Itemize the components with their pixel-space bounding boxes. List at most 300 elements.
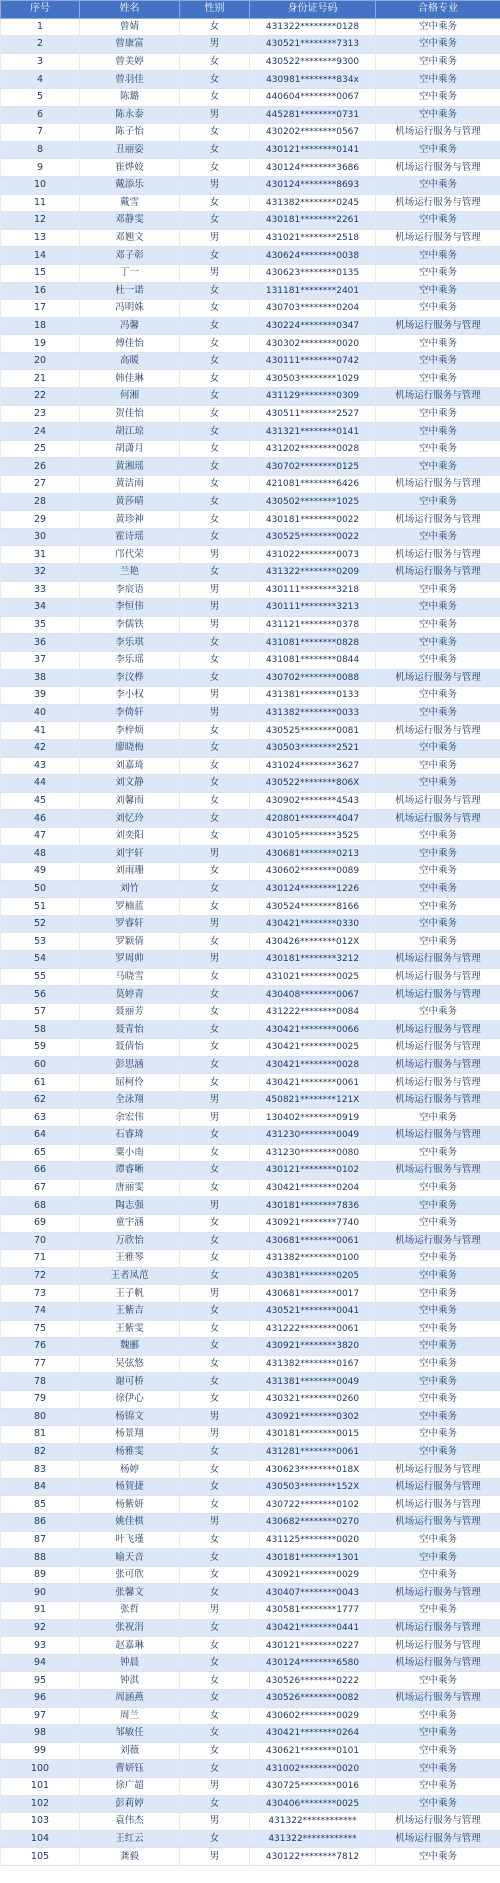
cell-index: 28 <box>1 493 80 511</box>
table-row <box>1 1514 500 1532</box>
cell-gender: 女 <box>180 1021 250 1039</box>
table-row <box>1 1091 500 1109</box>
cell-name: 李乐瑶 <box>80 651 180 669</box>
cell-name: 屈柯伶 <box>80 1074 180 1092</box>
cell-name: 杨紫妍 <box>80 1496 180 1514</box>
cell-index: 89 <box>1 1566 80 1584</box>
cell-index: 19 <box>1 335 80 353</box>
cell-gender: 女 <box>180 1549 250 1567</box>
cell-index: 90 <box>1 1584 80 1602</box>
cell-index: 12 <box>1 212 80 230</box>
cell-gender: 女 <box>180 1742 250 1760</box>
cell-name: 龚毅 <box>80 1848 180 1866</box>
table-row <box>1 915 500 933</box>
cell-gender: 女 <box>180 1461 250 1479</box>
cell-id-number: 430124********8693 <box>250 176 376 194</box>
cell-major: 空中乘务 <box>376 687 500 705</box>
cell-major: 机场运行服务与管理 <box>376 317 500 335</box>
table-row <box>1 792 500 810</box>
table-row <box>1 1021 500 1039</box>
cell-index: 104 <box>1 1830 80 1848</box>
cell-major: 空中乘务 <box>376 1531 500 1549</box>
cell-name: 廖晓梅 <box>80 739 180 757</box>
cell-id-number: 430321********0260 <box>250 1390 376 1408</box>
cell-index: 14 <box>1 247 80 265</box>
cell-index: 87 <box>1 1531 80 1549</box>
cell-gender: 女 <box>180 423 250 441</box>
cell-gender: 女 <box>180 1496 250 1514</box>
cell-id-number: 431129********0309 <box>250 388 376 406</box>
cell-name: 杨雅雯 <box>80 1443 180 1461</box>
cell-index: 38 <box>1 669 80 687</box>
cell-index: 86 <box>1 1514 80 1532</box>
cell-gender: 女 <box>180 1162 250 1180</box>
cell-index: 68 <box>1 1197 80 1215</box>
cell-name: 莫婷青 <box>80 986 180 1004</box>
cell-index: 76 <box>1 1338 80 1356</box>
cell-major: 空中乘务 <box>376 1320 500 1338</box>
cell-name: 王子帆 <box>80 1285 180 1303</box>
table-row <box>1 18 500 36</box>
table-row <box>1 1461 500 1479</box>
cell-major: 空中乘务 <box>376 581 500 599</box>
cell-name: 高暖 <box>80 352 180 370</box>
table-row <box>1 1848 500 1866</box>
cell-name: 王者凤范 <box>80 1267 180 1285</box>
cell-name: 黄洁雨 <box>80 476 180 494</box>
table-row <box>1 863 500 881</box>
cell-major: 空中乘务 <box>376 739 500 757</box>
table-row <box>1 599 500 617</box>
cell-major: 机场运行服务与管理 <box>376 810 500 828</box>
cell-gender: 女 <box>180 124 250 142</box>
cell-index: 23 <box>1 405 80 423</box>
cell-id-number: 430503********1029 <box>250 370 376 388</box>
cell-gender: 男 <box>180 1848 250 1866</box>
cell-major: 空中乘务 <box>376 1443 500 1461</box>
cell-gender: 男 <box>180 599 250 617</box>
cell-gender: 男 <box>180 687 250 705</box>
table-row <box>1 845 500 863</box>
cell-index: 67 <box>1 1179 80 1197</box>
cell-major: 空中乘务 <box>376 1338 500 1356</box>
cell-name: 周兰 <box>80 1707 180 1725</box>
cell-gender: 女 <box>180 405 250 423</box>
cell-gender: 女 <box>180 1795 250 1813</box>
cell-id-number: 420801********4047 <box>250 810 376 828</box>
cell-id-number: 431230********0049 <box>250 1127 376 1145</box>
cell-name: 杨锦文 <box>80 1408 180 1426</box>
cell-index: 36 <box>1 634 80 652</box>
cell-id-number: 430181********0022 <box>250 511 376 529</box>
cell-index: 32 <box>1 564 80 582</box>
cell-id-number: 431081********0828 <box>250 634 376 652</box>
cell-id-number: 431081********0844 <box>250 651 376 669</box>
table-row <box>1 440 500 458</box>
table-row <box>1 1777 500 1795</box>
table-row <box>1 968 500 986</box>
cell-index: 39 <box>1 687 80 705</box>
cell-major: 空中乘务 <box>376 352 500 370</box>
cell-index: 72 <box>1 1267 80 1285</box>
table-row <box>1 1355 500 1373</box>
cell-name: 全泳翔 <box>80 1091 180 1109</box>
cell-index: 88 <box>1 1549 80 1567</box>
table-row <box>1 1144 500 1162</box>
cell-name: 李小权 <box>80 687 180 705</box>
cell-index: 85 <box>1 1496 80 1514</box>
table-row <box>1 1127 500 1145</box>
cell-index: 3 <box>1 53 80 71</box>
table-row <box>1 1285 500 1303</box>
cell-gender: 女 <box>180 810 250 828</box>
cell-id-number: 431382********0100 <box>250 1250 376 1268</box>
cell-index: 35 <box>1 616 80 634</box>
cell-index: 56 <box>1 986 80 1004</box>
cell-name: 胡江琼 <box>80 423 180 441</box>
cell-major: 空中乘务 <box>376 370 500 388</box>
cell-major: 机场运行服务与管理 <box>376 1478 500 1496</box>
cell-gender: 女 <box>180 898 250 916</box>
cell-index: 81 <box>1 1426 80 1444</box>
table-row <box>1 1637 500 1655</box>
cell-index: 45 <box>1 792 80 810</box>
cell-major: 空中乘务 <box>376 599 500 617</box>
cell-gender: 女 <box>180 863 250 881</box>
cell-gender: 女 <box>180 476 250 494</box>
cell-index: 60 <box>1 1056 80 1074</box>
cell-index: 65 <box>1 1144 80 1162</box>
cell-name: 余宏伟 <box>80 1109 180 1127</box>
cell-index: 29 <box>1 511 80 529</box>
cell-index: 51 <box>1 898 80 916</box>
cell-gender: 女 <box>180 352 250 370</box>
cell-name: 丑丽姿 <box>80 141 180 159</box>
cell-index: 57 <box>1 1003 80 1021</box>
cell-major: 空中乘务 <box>376 88 500 106</box>
cell-gender: 女 <box>180 792 250 810</box>
cell-index: 58 <box>1 1021 80 1039</box>
cell-id-number: 430921********3820 <box>250 1338 376 1356</box>
cell-index: 101 <box>1 1777 80 1795</box>
cell-id-number: 430105********3525 <box>250 827 376 845</box>
cell-index: 26 <box>1 458 80 476</box>
cell-gender: 女 <box>180 317 250 335</box>
cell-major: 空中乘务 <box>376 845 500 863</box>
cell-id-number: 430503********2521 <box>250 739 376 757</box>
cell-major: 空中乘务 <box>376 106 500 124</box>
cell-id-number: 430681********0213 <box>250 845 376 863</box>
cell-id-number: 430602********0089 <box>250 863 376 881</box>
cell-id-number: 445281********0731 <box>250 106 376 124</box>
cell-id-number: 131181********2401 <box>250 282 376 300</box>
cell-index: 49 <box>1 863 80 881</box>
cell-major: 机场运行服务与管理 <box>376 1496 500 1514</box>
table-row <box>1 1566 500 1584</box>
cell-id-number: 431382********0245 <box>250 194 376 212</box>
cell-major: 空中乘务 <box>376 1373 500 1391</box>
cell-major: 空中乘务 <box>376 405 500 423</box>
table-row <box>1 1531 500 1549</box>
cell-name: 罗睿轩 <box>80 915 180 933</box>
cell-major: 空中乘务 <box>376 1795 500 1813</box>
cell-major: 空中乘务 <box>376 1760 500 1778</box>
cell-index: 50 <box>1 880 80 898</box>
table-row <box>1 1830 500 1848</box>
cell-gender: 男 <box>180 1514 250 1532</box>
cell-name: 张馨文 <box>80 1584 180 1602</box>
cell-major: 机场运行服务与管理 <box>376 388 500 406</box>
cell-gender: 女 <box>180 511 250 529</box>
cell-gender: 女 <box>180 1320 250 1338</box>
cell-name: 杨景翔 <box>80 1426 180 1444</box>
table-row <box>1 317 500 335</box>
cell-name: 刘奕阳 <box>80 827 180 845</box>
cell-major: 机场运行服务与管理 <box>376 1039 500 1057</box>
cell-gender: 男 <box>180 581 250 599</box>
cell-major: 机场运行服务与管理 <box>376 1074 500 1092</box>
cell-gender: 男 <box>180 951 250 969</box>
table-row <box>1 1320 500 1338</box>
table-row <box>1 352 500 370</box>
cell-major: 空中乘务 <box>376 775 500 793</box>
cell-name: 霍诗瑶 <box>80 528 180 546</box>
table-body <box>1 18 500 1865</box>
cell-gender: 女 <box>180 458 250 476</box>
cell-id-number: 431121********0378 <box>250 616 376 634</box>
cell-gender: 女 <box>180 528 250 546</box>
cell-name: 兰艳 <box>80 564 180 582</box>
cell-major: 空中乘务 <box>376 1742 500 1760</box>
cell-id-number: 430725********0016 <box>250 1777 376 1795</box>
cell-name: 黄珍神 <box>80 511 180 529</box>
cell-name: 曾婧 <box>80 18 180 36</box>
cell-major: 空中乘务 <box>376 933 500 951</box>
cell-name: 谭睿晰 <box>80 1162 180 1180</box>
cell-gender: 女 <box>180 1566 250 1584</box>
table-row <box>1 124 500 142</box>
cell-major: 机场运行服务与管理 <box>376 476 500 494</box>
table-row <box>1 775 500 793</box>
cell-major: 机场运行服务与管理 <box>376 546 500 564</box>
cell-name: 刘竹 <box>80 880 180 898</box>
cell-name: 曹妍钰 <box>80 1760 180 1778</box>
table-row <box>1 880 500 898</box>
cell-index: 69 <box>1 1214 80 1232</box>
cell-index: 18 <box>1 317 80 335</box>
table-row <box>1 1408 500 1426</box>
cell-index: 11 <box>1 194 80 212</box>
cell-id-number: 430121********0141 <box>250 141 376 159</box>
cell-index: 92 <box>1 1619 80 1637</box>
table-row <box>1 1742 500 1760</box>
cell-name: 曾美婷 <box>80 53 180 71</box>
cell-name: 邓子彰 <box>80 247 180 265</box>
header-index: 序号 <box>1 1 80 19</box>
cell-id-number: 430902********4543 <box>250 792 376 810</box>
cell-major: 空中乘务 <box>376 898 500 916</box>
cell-id-number: 430703********0204 <box>250 300 376 318</box>
cell-id-number: 431202********0028 <box>250 440 376 458</box>
cell-name: 王紫吉 <box>80 1302 180 1320</box>
cell-id-number: 430526********0082 <box>250 1690 376 1708</box>
cell-name: 冯明姝 <box>80 300 180 318</box>
cell-name: 黄湘瑶 <box>80 458 180 476</box>
table-row <box>1 176 500 194</box>
cell-gender: 女 <box>180 493 250 511</box>
table-row <box>1 1813 500 1831</box>
cell-major: 空中乘务 <box>376 1214 500 1232</box>
cell-gender: 男 <box>180 1602 250 1620</box>
cell-gender: 女 <box>180 880 250 898</box>
table-row <box>1 1390 500 1408</box>
cell-name: 刘文静 <box>80 775 180 793</box>
cell-id-number: 430524********8166 <box>250 898 376 916</box>
cell-name: 杜一诺 <box>80 282 180 300</box>
table-row <box>1 1619 500 1637</box>
cell-id-number: 431322********0128 <box>250 18 376 36</box>
cell-id-number: 430621********0101 <box>250 1742 376 1760</box>
cell-gender: 女 <box>180 1443 250 1461</box>
table-row <box>1 159 500 177</box>
cell-name: 罗楠蓝 <box>80 898 180 916</box>
cell-index: 9 <box>1 159 80 177</box>
table-row <box>1 458 500 476</box>
cell-id-number: 431222********0084 <box>250 1003 376 1021</box>
cell-name: 魏郦 <box>80 1338 180 1356</box>
table-row <box>1 722 500 740</box>
table-row <box>1 1214 500 1232</box>
cell-major: 机场运行服务与管理 <box>376 124 500 142</box>
cell-gender: 女 <box>180 775 250 793</box>
cell-index: 73 <box>1 1285 80 1303</box>
cell-name: 聂倩怡 <box>80 1039 180 1057</box>
cell-id-number: 430421********0066 <box>250 1021 376 1039</box>
cell-id-number: 430921********0302 <box>250 1408 376 1426</box>
cell-id-number: 431382********0033 <box>250 704 376 722</box>
table-row <box>1 581 500 599</box>
cell-gender: 男 <box>180 616 250 634</box>
cell-id-number: 430681********0017 <box>250 1285 376 1303</box>
cell-gender: 男 <box>180 1777 250 1795</box>
cell-gender: 女 <box>180 18 250 36</box>
cell-index: 77 <box>1 1355 80 1373</box>
cell-major: 机场运行服务与管理 <box>376 1461 500 1479</box>
cell-id-number: 430181********1301 <box>250 1549 376 1567</box>
cell-major: 机场运行服务与管理 <box>376 669 500 687</box>
cell-major: 空中乘务 <box>376 53 500 71</box>
cell-major: 空中乘务 <box>376 36 500 54</box>
cell-major: 机场运行服务与管理 <box>376 1637 500 1655</box>
cell-major: 空中乘务 <box>376 458 500 476</box>
cell-name: 赵嘉琳 <box>80 1637 180 1655</box>
header-id-number: 身份证号码 <box>250 1 376 19</box>
cell-index: 84 <box>1 1478 80 1496</box>
cell-major: 机场运行服务与管理 <box>376 722 500 740</box>
cell-gender: 男 <box>180 1109 250 1127</box>
cell-major: 空中乘务 <box>376 528 500 546</box>
cell-major: 空中乘务 <box>376 1777 500 1795</box>
cell-gender: 女 <box>180 1654 250 1672</box>
table-row <box>1 1795 500 1813</box>
table-row <box>1 1232 500 1250</box>
cell-gender: 男 <box>180 229 250 247</box>
cell-gender: 女 <box>180 194 250 212</box>
table-row <box>1 264 500 282</box>
cell-name: 钟淇 <box>80 1672 180 1690</box>
cell-major: 机场运行服务与管理 <box>376 1232 500 1250</box>
cell-index: 43 <box>1 757 80 775</box>
cell-name: 徐伊心 <box>80 1390 180 1408</box>
cell-major: 机场运行服务与管理 <box>376 1690 500 1708</box>
table-row <box>1 1760 500 1778</box>
cell-major: 机场运行服务与管理 <box>376 194 500 212</box>
cell-index: 5 <box>1 88 80 106</box>
cell-name: 李汶桦 <box>80 669 180 687</box>
cell-major: 空中乘务 <box>376 300 500 318</box>
cell-gender: 女 <box>180 300 250 318</box>
cell-major: 空中乘务 <box>376 616 500 634</box>
cell-name: 刘宇轩 <box>80 845 180 863</box>
table-row <box>1 810 500 828</box>
table-row <box>1 1056 500 1074</box>
table-row <box>1 986 500 1004</box>
cell-name: 袁伟杰 <box>80 1813 180 1831</box>
table-row <box>1 1267 500 1285</box>
cell-id-number: 430602********0029 <box>250 1707 376 1725</box>
cell-name: 贺佳怡 <box>80 405 180 423</box>
table-row <box>1 370 500 388</box>
cell-id-number: 430521********0041 <box>250 1302 376 1320</box>
table-row <box>1 335 500 353</box>
cell-major: 机场运行服务与管理 <box>376 1127 500 1145</box>
table-row <box>1 1654 500 1672</box>
cell-major: 空中乘务 <box>376 1144 500 1162</box>
cell-id-number: 431381********0133 <box>250 687 376 705</box>
cell-gender: 女 <box>180 1725 250 1743</box>
table-row <box>1 1725 500 1743</box>
cell-name: 邹敏任 <box>80 1725 180 1743</box>
cell-gender: 女 <box>180 1672 250 1690</box>
cell-index: 64 <box>1 1127 80 1145</box>
cell-index: 7 <box>1 124 80 142</box>
cell-id-number: 430421********0204 <box>250 1179 376 1197</box>
cell-name: 吴弦悠 <box>80 1355 180 1373</box>
cell-index: 59 <box>1 1039 80 1057</box>
cell-gender: 男 <box>180 1285 250 1303</box>
cell-name: 聂青怡 <box>80 1021 180 1039</box>
table-row <box>1 827 500 845</box>
cell-id-number: 430525********0081 <box>250 722 376 740</box>
cell-index: 91 <box>1 1602 80 1620</box>
cell-name: 刘嘉琦 <box>80 757 180 775</box>
cell-gender: 女 <box>180 159 250 177</box>
table-row <box>1 511 500 529</box>
table-row <box>1 528 500 546</box>
cell-id-number: 430302********0020 <box>250 335 376 353</box>
cell-index: 13 <box>1 229 80 247</box>
cell-name: 唐丽雯 <box>80 1179 180 1197</box>
cell-id-number: 430224********0347 <box>250 317 376 335</box>
cell-id-number: 431281********0061 <box>250 1443 376 1461</box>
cell-id-number: 430111********3213 <box>250 599 376 617</box>
cell-index: 98 <box>1 1725 80 1743</box>
cell-index: 16 <box>1 282 80 300</box>
cell-major: 机场运行服务与管理 <box>376 564 500 582</box>
cell-gender: 女 <box>180 88 250 106</box>
table-row <box>1 739 500 757</box>
header-row <box>1 1 500 19</box>
